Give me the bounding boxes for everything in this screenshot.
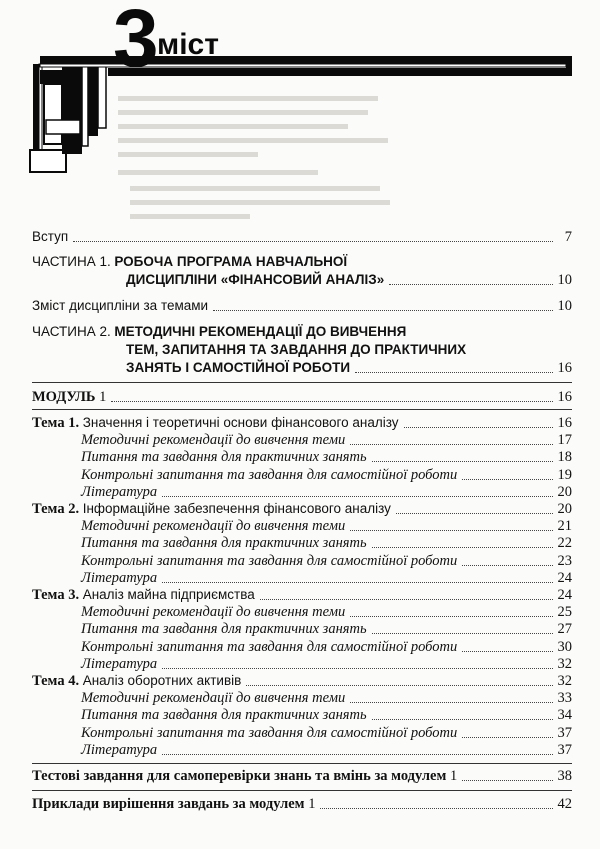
subsection-label: Питання та завдання для практичних занять — [81, 449, 367, 466]
dot-leader — [389, 284, 552, 285]
header-ornament — [0, 0, 600, 200]
part-title-line2: ТЕМ, ЗАПИТАННЯ ТА ЗАВДАННЯ ДО ПРАКТИЧНИХ — [126, 342, 467, 357]
topic-prefix: Тема 2. — [32, 501, 80, 517]
dot-leader — [162, 582, 552, 583]
module-label: МОДУЛЬ — [32, 389, 96, 405]
dot-leader — [462, 479, 552, 480]
dot-leader — [162, 668, 552, 669]
dot-leader — [462, 737, 552, 738]
toc-entry-subsection[interactable] — [81, 638, 572, 656]
toc-entry-part1-line2[interactable] — [126, 271, 572, 289]
section-divider — [32, 409, 572, 410]
subsection-label: Методичні рекомендації до вивчення теми — [81, 690, 346, 707]
subsection-label: Методичні рекомендації до вивчення теми — [81, 432, 346, 449]
toc-entry-subsection[interactable] — [81, 569, 572, 587]
toc-entry-subsection[interactable] — [81, 689, 572, 707]
subsection-label: Контрольні запитання та завдання для самостійної роботи — [81, 638, 458, 655]
topic-title: Аналіз оборотних активів — [82, 673, 242, 688]
subsection-label: Контрольні запитання та завдання для самостійної роботи — [81, 466, 458, 483]
subsection-label: Література — [81, 655, 158, 672]
subsection-label: Контрольні запитання та завдання для самостійної роботи — [81, 724, 458, 741]
toc-entry-subsection[interactable] — [81, 741, 572, 759]
dot-leader — [350, 702, 552, 703]
subsection-label: Питання та завдання для практичних занять — [81, 535, 367, 552]
section-divider — [32, 790, 572, 791]
toc-entry-topic[interactable] — [32, 672, 572, 690]
dot-leader — [350, 444, 552, 445]
dot-leader — [73, 241, 553, 242]
toc-entry-topic[interactable] — [32, 414, 572, 432]
page-number: 33 — [557, 690, 572, 707]
tests-module-number: 1 — [449, 768, 458, 784]
toc-entry-label: Вступ — [32, 229, 69, 244]
toc-entry-label: Зміст дисципліни за темами — [32, 298, 209, 313]
topic-prefix: Тема 3. — [32, 587, 80, 603]
part-prefix: ЧАСТИНА 2. — [32, 324, 111, 339]
page-number: 20 — [557, 501, 572, 517]
page-number: 34 — [557, 707, 572, 724]
dot-leader — [320, 808, 552, 809]
dot-leader — [111, 401, 552, 402]
dot-leader — [372, 547, 553, 548]
topic-title: Аналіз майна підприємства — [82, 587, 255, 602]
toc-entry-subsection[interactable] — [81, 620, 572, 638]
part-title-line2: ДИСЦИПЛІНИ «ФІНАНСОВИЙ АНАЛІЗ» — [126, 272, 385, 287]
chapter-header — [0, 0, 600, 200]
page-number: 42 — [557, 796, 572, 812]
subsection-label: Методичні рекомендації до вивчення теми — [81, 518, 346, 535]
page-number: 18 — [557, 449, 572, 466]
page-number: 10 — [557, 298, 572, 314]
toc-entry-part2[interactable] — [32, 323, 572, 341]
page-number: 23 — [557, 552, 572, 569]
subsection-label: Література — [81, 741, 158, 758]
toc-entry-subsection[interactable] — [81, 603, 572, 621]
page-number: 20 — [557, 483, 572, 500]
subsection-label: Контрольні запитання та завдання для самостійної роботи — [81, 552, 458, 569]
chapter-number: 3 — [113, 0, 159, 84]
toc-entry-subsection[interactable] — [81, 552, 572, 570]
dot-leader — [462, 565, 552, 566]
dot-leader — [162, 496, 552, 497]
page-number: 17 — [557, 432, 572, 449]
dot-leader — [350, 530, 552, 531]
topic-prefix: Тема 1. — [32, 415, 80, 431]
page-number: 24 — [557, 569, 572, 586]
dot-leader — [213, 310, 552, 311]
dot-leader — [355, 372, 552, 373]
subsection-label: Питання та завдання для практичних занять — [81, 707, 367, 724]
tests-label: Тестові завдання для самоперевірки знань та вмінь за модулем — [32, 768, 447, 784]
page-number: 7 — [564, 229, 572, 245]
toc-entry-intro[interactable] — [32, 228, 572, 246]
page-number: 30 — [557, 638, 572, 655]
toc-entry-module[interactable] — [32, 388, 572, 406]
section-divider — [32, 763, 572, 764]
subsection-label: Питання та завдання для практичних занять — [81, 621, 367, 638]
examples-module-number: 1 — [308, 796, 316, 812]
topic-prefix: Тема 4. — [32, 673, 80, 689]
topic-title: Інформаційне забезпечення фінансового аналізу — [82, 501, 391, 516]
page-number: 22 — [557, 535, 572, 552]
page-number: 24 — [557, 587, 572, 603]
toc-entry-tests[interactable] — [32, 767, 572, 785]
part-prefix: ЧАСТИНА 1. — [32, 254, 111, 269]
page-title: міст — [157, 28, 219, 61]
topic-title: Значення і теоретичні основи фінансового аналізу — [82, 415, 399, 430]
page-number: 32 — [557, 673, 572, 689]
dot-leader — [372, 719, 553, 720]
subsection-label: Література — [81, 569, 158, 586]
module-number: 1 — [99, 389, 107, 405]
page-number: 25 — [557, 604, 572, 621]
toc-entry-subsection[interactable] — [81, 431, 572, 449]
page-number: 16 — [557, 360, 572, 376]
dot-leader — [350, 616, 552, 617]
toc-entry-subsection[interactable] — [81, 517, 572, 535]
dot-leader — [162, 754, 552, 755]
dot-leader — [396, 513, 553, 514]
toc-entry-part2-line2 — [126, 341, 466, 359]
dot-leader — [246, 685, 552, 686]
page-number: 37 — [557, 724, 572, 741]
examples-label: Приклади вирішення завдань за модулем — [32, 796, 305, 812]
dot-leader — [372, 633, 553, 634]
page-number: 10 — [557, 272, 572, 288]
toc-entry-content-by-topics[interactable] — [32, 297, 572, 315]
subsection-label: Методичні рекомендації до вивчення теми — [81, 604, 346, 621]
toc-entry-subsection[interactable] — [81, 534, 572, 552]
dot-leader — [462, 651, 552, 652]
page-number: 37 — [557, 741, 572, 758]
part-title-line1: МЕТОДИЧНІ РЕКОМЕНДАЦІЇ ДО ВИВЧЕННЯ — [114, 324, 407, 339]
page-number: 19 — [557, 466, 572, 483]
page-number: 21 — [557, 518, 572, 535]
part-title-line3: ЗАНЯТЬ І САМОСТІЙНОЇ РОБОТИ — [126, 360, 351, 375]
toc-entry-topic[interactable] — [32, 586, 572, 604]
toc-entry-part1[interactable] — [32, 253, 572, 271]
dot-leader — [462, 780, 552, 781]
toc-entry-subsection[interactable] — [81, 724, 572, 742]
page-number: 16 — [557, 389, 572, 405]
dot-leader — [260, 599, 553, 600]
toc-entry-subsection[interactable] — [81, 448, 572, 466]
toc-entry-subsection[interactable] — [81, 655, 572, 673]
toc-entry-topic[interactable] — [32, 500, 572, 518]
dot-leader — [404, 427, 553, 428]
dot-leader — [372, 461, 553, 462]
toc-entry-subsection[interactable] — [81, 706, 572, 724]
subsection-label: Література — [81, 483, 158, 500]
page-number: 27 — [557, 621, 572, 638]
section-divider — [32, 382, 572, 383]
page-number: 38 — [557, 768, 572, 784]
part-title-line1: РОБОЧА ПРОГРАМА НАВЧАЛЬНОЇ — [114, 254, 348, 269]
toc-entry-subsection[interactable] — [81, 483, 572, 501]
page-number: 32 — [557, 655, 572, 672]
page-number: 16 — [557, 415, 572, 431]
toc-entry-examples[interactable] — [32, 795, 572, 813]
toc-entry-part2-line3[interactable] — [126, 359, 572, 377]
toc-entry-subsection[interactable] — [81, 466, 572, 484]
